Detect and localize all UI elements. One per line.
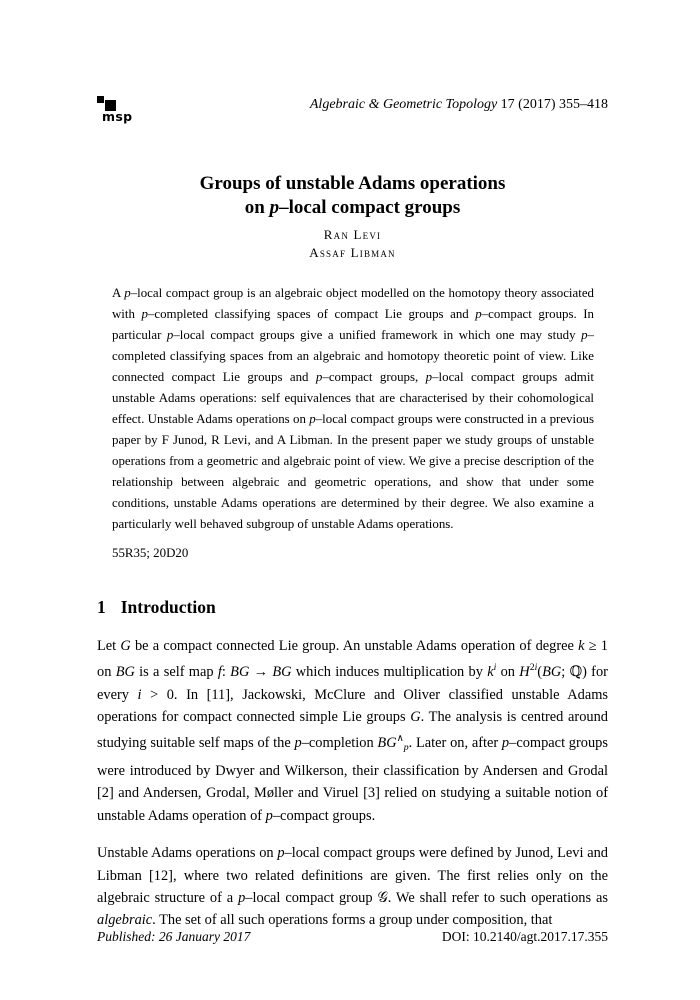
msp-logo (97, 96, 149, 126)
author-1: Ran Levi (323, 227, 382, 242)
intro-paragraph-1: Let G be a compact connected Lie group. An unstable Adams operation of degree k ≥ 1 on BG is a self map f: BG → BG which induces multiplication by $k^i$ on $H^{2i}(BG$; ℚ) for every i > 0. In [11], Jackowski, McClure and Oliver classified unstable Adams operations for compact connected simple Lie groups G. The analysis is centred around studying suitable self maps of the p–completion $BG^\wedge_p$. Later on, after p–compact groups were introduced by Dwyer and Wilkerson, their classification by Andersen and Grodal [2] and Andersen, Grodal, Møller and Viruel [3] relied on studying a suitable notion of unstable Adams operation of p–compact groups. (97, 638, 609, 824)
intro-paragraph-2: Unstable Adams operations on p–local compact groups were defined by Junod, Levi and Libman [12], where two related definitions are given. The first relies only on the algebraic structure of a p–local compact group 𝒢. We shall refer to such operations as algebraic. The set of all such operations forms a group under composition, that (97, 845, 608, 929)
journal-line (310, 96, 608, 113)
author-list (97, 226, 608, 262)
section-number: 1 (97, 597, 106, 617)
journal-issue: 17 (2017) 355–418 (497, 97, 608, 112)
section-heading (97, 597, 608, 618)
msp-logo-text: msp (102, 109, 133, 124)
abstract-text: A p–local compact group is an algebraic object modelled on the homotopy theory associated with p–completed classifying spaces of compact Lie groups and p–compact groups. In particular p–local compact groups give a unified framework in which one may study p–completed classifying spaces from an algebraic and homotopy theoretic point of view. Like connected compact Lie groups and p–compact groups, p–local compact groups admit unstable Adams operations: self equivalences that are characterised by their cohomological effect. Unstable Adams operations on p–local compact groups were constructed in a previous paper by F Junod, R Levi, and A Libman. In the present paper we study groups of unstable operations from a geometric and algebraic point of view. We give a precise description of the relationship between algebraic and geometric operations, and show that under some conditions, unstable Adams operations are determined by their degree. We also examine a particularly well behaved subgroup of unstable Adams operations. (112, 286, 595, 531)
title-line-2: on p–local compact groups (244, 196, 461, 218)
journal-name: Algebraic & Geometric Topology (309, 97, 498, 112)
page-header (97, 96, 608, 126)
paper-title (97, 172, 608, 219)
section-title: Introduction (120, 597, 216, 617)
page-footer (97, 929, 608, 945)
msp-logo-square-small (97, 96, 104, 103)
doi-link[interactable]: DOI: 10.2140/agt.2017.17.355 (441, 929, 608, 944)
title-line-1: Groups of unstable Adams operations (199, 173, 506, 194)
msc-codes: 55R35; 20D20 (112, 546, 189, 560)
abstract-block (112, 283, 594, 561)
author-2: Assaf Libman (309, 245, 396, 260)
published-date: Published: 26 January 2017 (97, 929, 251, 944)
